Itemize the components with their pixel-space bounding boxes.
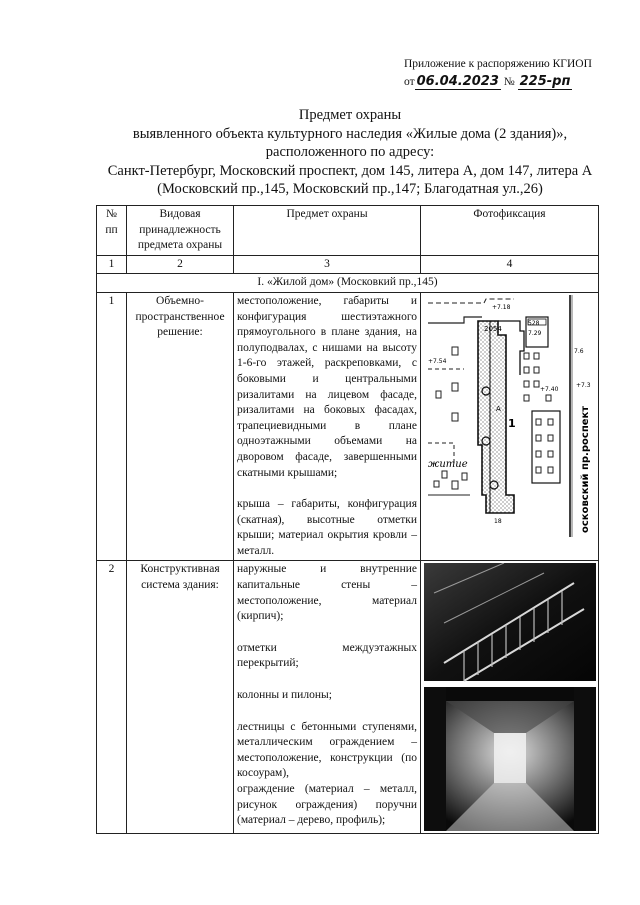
map-label-754: +7.54 xyxy=(428,357,447,365)
col-number-3: 3 xyxy=(234,255,421,274)
subject-paragraph: отметки междуэтажных перекрытий; xyxy=(237,641,417,670)
title-line-2: выявленного объекта культурного наследия «Жилые дома (2 здания)», xyxy=(132,125,568,142)
col-number-1: 1 xyxy=(97,255,127,274)
appendix-header xyxy=(404,55,592,91)
row-subject xyxy=(234,292,421,561)
appendix-prefix: от xyxy=(404,76,415,88)
subject-paragraph: местоположение, габариты и конфигурация шестиэтажного прямоугольного в плане здания, на полуподвалах, с нишами на высоту 1-6-го этажей, раскреповками, с боковыми и центральными ризалитами на лицевом фасаде, ризалитами на боковых фасадах, трапециевидными в плане одноэтажными объемами на дворовом фасаде, завершенными скатными крышами; xyxy=(237,294,417,479)
subject-paragraph: крыша – габариты, конфигурация (скатная), высотные отметки крыши; материал окрытия кровли – металл. xyxy=(237,498,417,557)
staircase-photo-2 xyxy=(424,687,596,831)
title-line-5: (Московский пр.,145, Московский пр.,147; Благодатная ул.,26) xyxy=(157,181,543,197)
appendix-number-label: № xyxy=(503,76,515,88)
row-number: 1 xyxy=(97,292,127,561)
subject-paragraph: ограждение (материал – металл, рисунок ограждения) поручни (материал – дерево, профиль); xyxy=(237,783,417,827)
table-header-row xyxy=(97,206,599,256)
table-row xyxy=(97,292,599,561)
header-number: № пп xyxy=(97,206,127,256)
map-label-718: +7.18 xyxy=(492,303,511,311)
map-label-18: 18 xyxy=(494,517,502,525)
map-label-1: 1 xyxy=(508,416,516,430)
appendix-number: 225-рп xyxy=(519,74,571,89)
document-title xyxy=(60,106,640,199)
protection-table xyxy=(96,205,599,834)
table-row xyxy=(97,561,599,834)
map-label-740: +7.40 xyxy=(540,385,559,393)
row-number: 2 xyxy=(97,561,127,834)
col-number-2: 2 xyxy=(127,255,234,274)
map-label-76: 7.6 xyxy=(574,347,584,355)
subject-paragraph: колонны и пилоны; xyxy=(237,689,332,702)
header-photo: Фотофиксация xyxy=(421,206,599,256)
title-line-1: Предмет охраны xyxy=(298,107,402,123)
section-row xyxy=(97,274,599,293)
staircase-photos xyxy=(424,563,596,831)
map-label-528: 528 xyxy=(528,319,540,327)
row-type: Объемно-пространственное решение: xyxy=(127,292,234,561)
header-subject: Предмет охраны xyxy=(234,206,421,256)
map-label-a: А xyxy=(496,404,501,413)
appendix-date: 06.04.2023 xyxy=(416,74,499,89)
title-line-3: расположенного по адресу: xyxy=(265,144,435,160)
section-title: I. «Жилой дом» (Московкий пр.,145) xyxy=(97,274,599,293)
map-label-2054: 2054 xyxy=(484,324,502,333)
subject-paragraph: наружные и внутренние капитальные стены – местоположение, материал (кирпич); xyxy=(237,563,417,623)
site-plan-image xyxy=(424,295,596,537)
subject-paragraph: лестницы с бетонными ступенями, металлическим ограждением – местоположение, конструкции (по косоурам), xyxy=(237,720,417,780)
appendix-date-line xyxy=(404,73,592,91)
row-photo xyxy=(421,292,599,561)
map-street-label: осковский пр.роспект xyxy=(580,405,591,533)
row-photo xyxy=(421,561,599,834)
staircase-photo-1 xyxy=(424,563,596,681)
appendix-line: Приложение к распоряжению КГИОП xyxy=(404,58,592,70)
row-type: Конструктивная система здания: xyxy=(127,561,234,834)
map-label-73: +7.3 xyxy=(576,381,591,389)
map-label-729: 7.29 xyxy=(528,329,542,337)
row-subject xyxy=(234,561,421,834)
header-type: Видовая принадлежность предмета охраны xyxy=(127,206,234,256)
col-number-4: 4 xyxy=(421,255,599,274)
column-number-row xyxy=(97,255,599,274)
map-label-kitie: житие xyxy=(428,458,468,470)
title-line-4: Санкт-Петербург, Московский проспект, дом 145, литера А, дом 147, литера А xyxy=(107,162,593,179)
